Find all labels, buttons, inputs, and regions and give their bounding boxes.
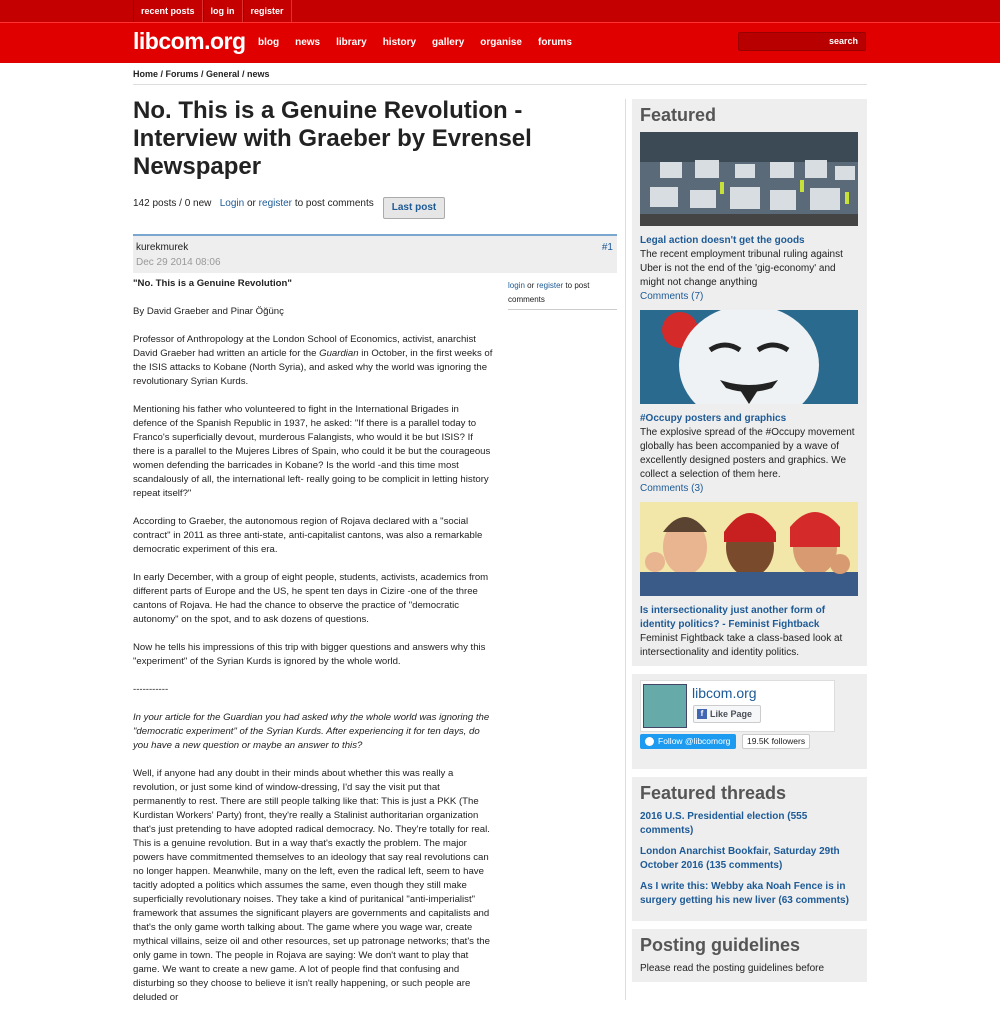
facebook-page-name[interactable]: libcom.org [692, 685, 757, 701]
twitter-follower-count: 19.5K followers [742, 734, 810, 749]
article-byline: By David Graeber and Pinar Öğünç [133, 306, 284, 317]
featured-item-desc: Feminist Fightback take a class-based look at intersectionality and identity politics. [640, 633, 843, 658]
site-header [0, 22, 1000, 63]
site-logo[interactable]: libcom.org [133, 28, 246, 54]
recent-posts-link[interactable]: recent posts [133, 0, 203, 22]
post-number-link[interactable]: #1 [601, 242, 613, 253]
article-paragraph: In early December, with a group of eight people, students, activists, academics from different parts of Europe and the US, he spent ten days in Cizire -one of the three cantons of Rojava. He had the chance to observe the practice of "democratic autonomy" on the spot, and to ask dozens of questions. [133, 572, 489, 625]
register-link[interactable]: register [243, 0, 292, 22]
featured-item-title[interactable]: #Occupy posters and graphics [640, 413, 787, 424]
nav-history[interactable]: history [382, 37, 417, 48]
post-header [133, 234, 617, 273]
post-side-suffix: to post comments [508, 281, 590, 304]
login-link[interactable]: log in [203, 0, 243, 22]
featured-item-comments[interactable]: Comments (3) [640, 483, 704, 494]
featured-heading: Featured [640, 105, 717, 125]
thread-link[interactable]: 2016 U.S. Presidential election (555 comments) [640, 811, 808, 836]
search-button[interactable]: search [828, 36, 858, 46]
featured-threads-panel [632, 777, 867, 921]
post-counts: 142 posts / 0 new [133, 198, 212, 209]
social-widget [632, 674, 867, 769]
featured-threads-heading: Featured threads [640, 783, 787, 803]
facebook-page-thumbnail[interactable] [643, 684, 687, 728]
search-box [738, 32, 866, 51]
last-post-button[interactable]: Last post [383, 197, 445, 219]
post-register-link[interactable]: register [536, 281, 564, 290]
page-title: No. This is a Genuine Revolution - Interview with Graeber by Evrensel Newspaper [133, 97, 532, 180]
posting-guidelines-text: Please read the posting guidelines before [640, 963, 825, 974]
article-paragraph: Mentioning his father who volunteered to fight in the International Brigades in defence of the Spanish Republic in 1937, he asked: "If there is a parallel today to Franco's superficially devout, murderous Falangists, who would it be but ISIS? If there is a parallel to the Mujeres Libres of Spain, who could it be but the courageous women defending the barricades in Kobane? Is the world -and this time most scandalously of all, the international left- really going to be complicit in letting history repeat itself?" [133, 404, 491, 499]
twitter-bird-icon [645, 737, 654, 746]
article-paragraph: Now he tells his impressions of this trip with bigger questions and answers why this "experiment" of the Syrian Kurds is ignored by the whole world. [133, 642, 486, 667]
facebook-box [640, 680, 835, 732]
meta-suffix: to post comments [294, 198, 374, 209]
featured-image-traffic[interactable] [640, 132, 858, 226]
facebook-like-label: Like Page [710, 709, 753, 719]
thread-link[interactable]: As I write this: Webby aka Noah Fence is in surgery getting his new liver (63 comments) [640, 881, 849, 906]
p1-guardian: Guardian [319, 348, 359, 359]
meta-login-link[interactable]: Login [219, 198, 245, 209]
featured-panel [632, 99, 867, 666]
article-separator: ----------- [133, 684, 169, 695]
p1-text-b: in October, in the first weeks of the ISIS attacks to Kobane (North Syria), and asked why the world was ignoring the revolutionary Syrian Kurds. [133, 348, 493, 387]
nav-news[interactable]: news [295, 37, 321, 48]
article-paragraph: According to Graeber, the autonomous region of Rojava declared with a "social contract" in 2011 as three anti-state, anti-capitalist cantons, was also a remarkable democratic experiment of this era. [133, 516, 483, 555]
nav-forums[interactable]: forums [537, 37, 572, 48]
featured-image-women[interactable] [640, 502, 858, 596]
post-side-links [508, 279, 617, 310]
facebook-like-button[interactable] [693, 705, 761, 723]
featured-item-title[interactable]: Legal action doesn't get the goods [640, 235, 805, 246]
featured-item-comments[interactable]: Comments (7) [640, 291, 704, 302]
thread-link[interactable]: London Anarchist Bookfair, Saturday 29th October 2016 (135 comments) [640, 846, 840, 871]
main-nav [250, 23, 580, 63]
facebook-icon: f [697, 709, 707, 719]
post-login-link[interactable]: login [508, 281, 525, 290]
meta-register-link[interactable]: register [258, 198, 293, 209]
featured-item-title[interactable]: Is intersectionality just another form of identity politics? - Feminist Fightback [640, 605, 826, 630]
posting-guidelines-heading: Posting guidelines [640, 935, 801, 955]
post-date: Dec 29 2014 08:06 [136, 257, 221, 268]
post-side-or: or [527, 281, 535, 290]
breadcrumb[interactable]: Home / Forums / General / news [133, 69, 270, 79]
breadcrumb-divider [133, 84, 867, 85]
posting-guidelines-panel [632, 929, 867, 982]
featured-image-mask[interactable] [640, 310, 858, 404]
top-strip [0, 0, 1000, 22]
post-author[interactable]: kurekmurek [136, 242, 189, 253]
nav-library[interactable]: library [336, 37, 367, 48]
thread-meta [133, 198, 374, 209]
nav-blog[interactable]: blog [258, 37, 280, 48]
p1-text-a: Professor of Anthropology at the London School of Economics, activist, anarchist David Graeber had written an article for the [133, 334, 476, 359]
nav-gallery[interactable]: gallery [432, 37, 465, 48]
twitter-follow-label: Follow @libcomorg [658, 736, 731, 746]
search-input[interactable] [739, 33, 821, 50]
featured-item-desc: The recent employment tribunal ruling against Uber is not the end of the 'gig-economy' and might not change anything [640, 249, 843, 288]
article-paragraph [133, 333, 493, 389]
featured-item-desc: The explosive spread of the #Occupy movement globally has been accompanied by a wave of excellently designed posters and graphics. We collect a selection of them here. [640, 427, 855, 480]
interview-question: In your article for the Guardian you had asked why the whole world was ignoring the "democratic experiment" of the Syrian Kurds. After experiencing it for ten days, do you have a new question or maybe an answer to this? [133, 712, 490, 751]
article-heading: "No. This is a Genuine Revolution" [133, 278, 292, 289]
nav-organise[interactable]: organise [480, 37, 522, 48]
meta-or: or [246, 198, 256, 209]
twitter-follow-button[interactable] [640, 734, 736, 749]
sidebar [632, 99, 867, 990]
post-body [133, 277, 493, 1019]
column-divider [625, 99, 626, 1000]
interview-answer: Well, if anyone had any doubt in their minds about whether this was really a revolution, or just some kind of window-dressing, I'd say the visit put that permanently to rest. There are still people talking like that: This is just a PKK (The Kurdistan Workers' Party) front, they're really a Stalinist authoritarian organization that's just pretending to have adopted radical democracy. No. They're totally for real. This is a genuine revolution. But in a way that's exactly the problem. The major powers have commitmented themselves to an ideology that say real revolutions can no longer happen. Meanwhile, many on the left, even the radical left, seem to have tacitly adopted a politics which assumes the same, even though they still make superficially revolutionary noises. They take a kind of puritanical "anti-imperialist" framework that assumes the significant players are governments and capitalists and that's the only game worth talking about. The game where you wage war, create mythical villains, seize oil and other resources, set up patronage networks; that's the only game in town. The people in Rojava are saying: We don't want to play that game. We want to create a new game. A lot of people find that confusing and disturbing so they choose to believe it isn't really happening, or such people are deluded or [133, 768, 490, 1003]
